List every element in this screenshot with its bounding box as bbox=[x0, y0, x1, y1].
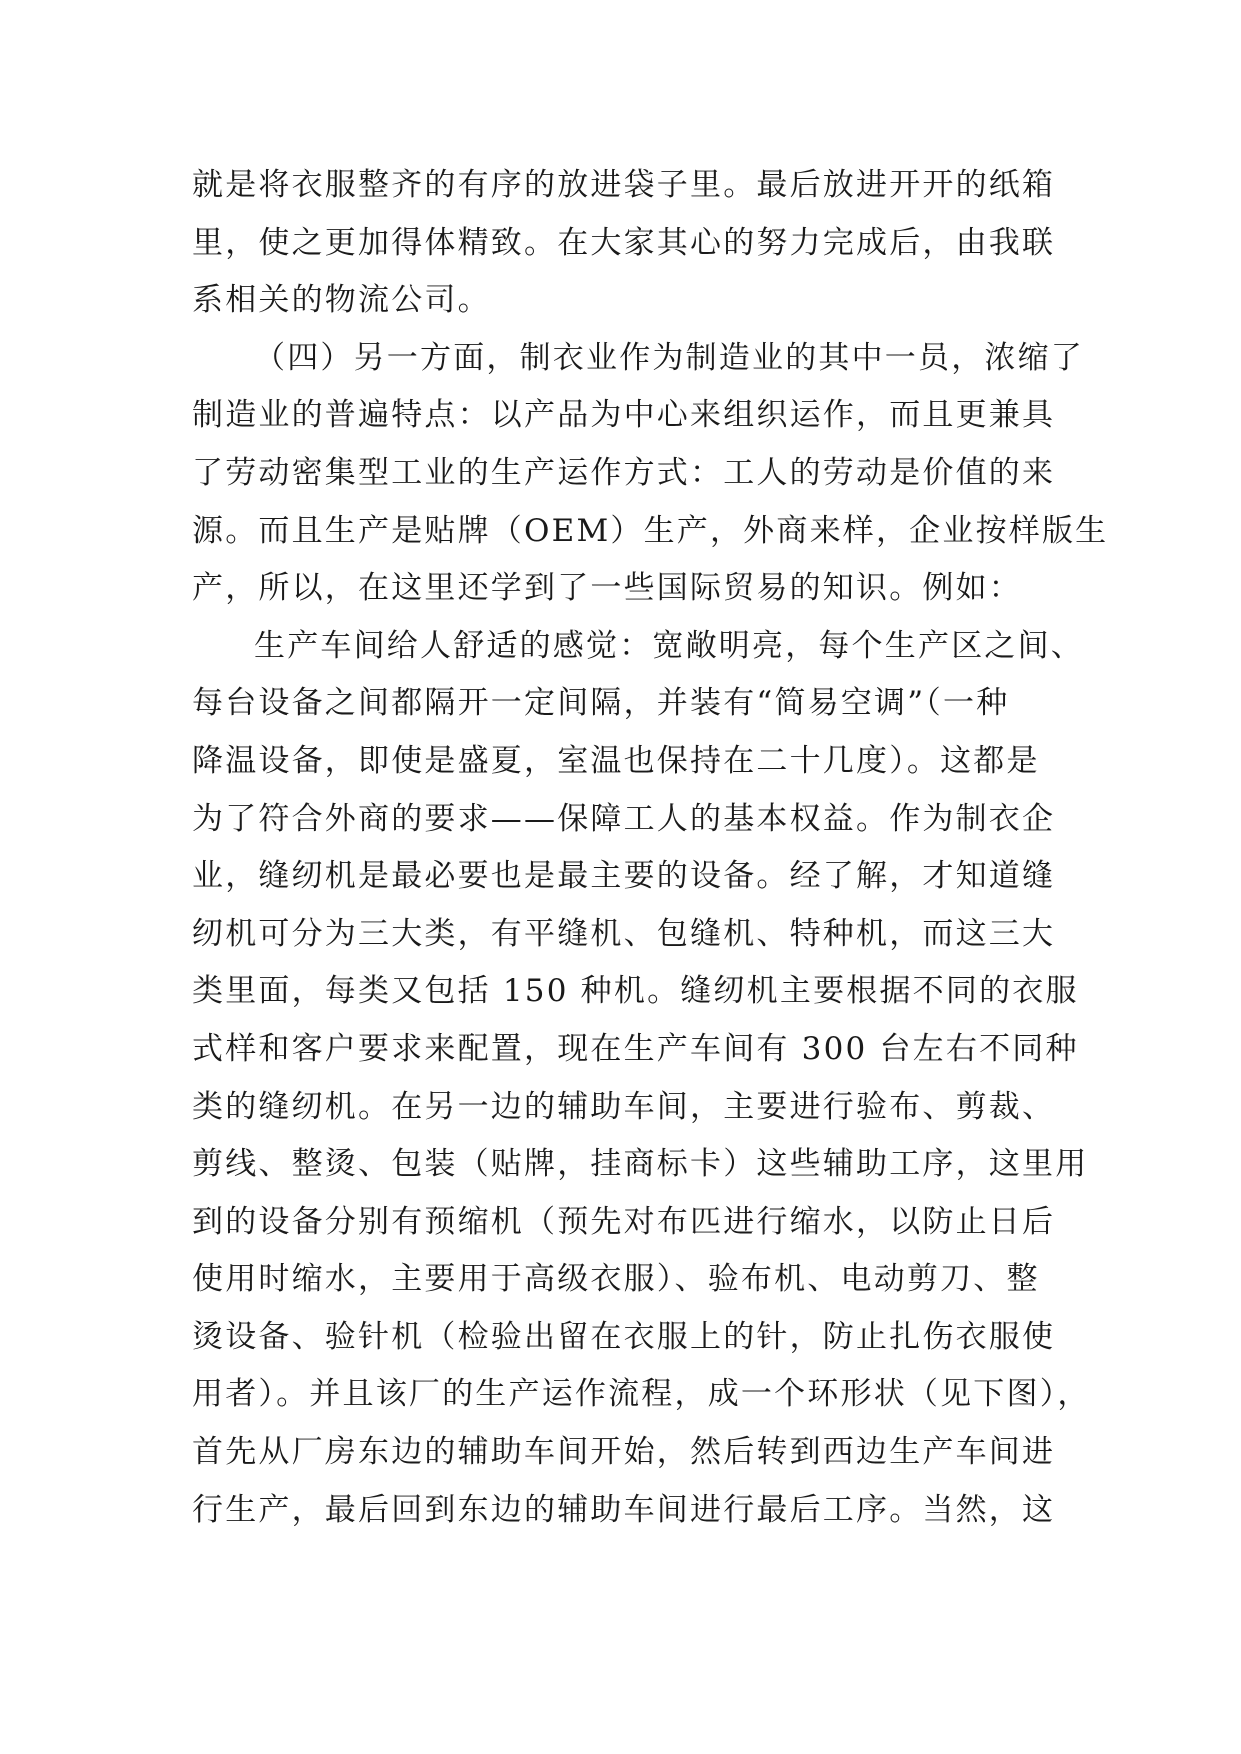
text-line: 生产车间给人舒适的感觉：宽敞明亮，每个生产区之间、 bbox=[254, 627, 1084, 664]
text-line: 式样和客户要求来配置，现在生产车间有 300 台左右不同种 bbox=[192, 1030, 1079, 1067]
text-line: （四）另一方面，制衣业作为制造业的其中一员，浓缩了 bbox=[254, 339, 1084, 376]
text-line: 类的缝纫机。在另一边的辅助车间，主要进行验布、剪裁、 bbox=[192, 1088, 1056, 1125]
text-line: 为了符合外商的要求——保障工人的基本权益。作为制衣企 bbox=[192, 800, 1056, 837]
text-line: 每台设备之间都隔开一定间隔，并装有“简易空调”（一种 bbox=[192, 685, 1010, 722]
text-line: 了劳动密集型工业的生产运作方式：工人的劳动是价值的来 bbox=[192, 454, 1056, 491]
text-line: 降温设备，即使是盛夏，室温也保持在二十几度）。这都是 bbox=[192, 742, 1040, 779]
text-line: 行生产，最后回到东边的辅助车间进行最后工序。当然，这 bbox=[192, 1491, 1056, 1528]
text-line: 纫机可分为三大类，有平缝机、包缝机、特种机，而这三大 bbox=[192, 915, 1056, 952]
text-line: 使用时缩水，主要用于高级衣服）、验布机、电动剪刀、整 bbox=[192, 1261, 1040, 1298]
text-line: 用者）。并且该厂的生产运作流程，成一个环形状（见下图）， bbox=[192, 1376, 1091, 1413]
text-line: 里，使之更加得体精致。在大家其心的努力完成后，由我联 bbox=[192, 224, 1056, 261]
text-line: 系相关的物流公司。 bbox=[192, 282, 491, 319]
text-line: 就是将衣服整齐的有序的放进袋子里。最后放进开开的纸箱 bbox=[192, 167, 1056, 203]
text-line: 烫设备、验针机（检验出留在衣服上的针，防止扎伤衣服使 bbox=[192, 1318, 1056, 1355]
text-line: 产，所以，在这里还学到了一些国际贸易的知识。例如： bbox=[192, 570, 1022, 607]
text-line: 到的设备分别有预缩机（预先对布匹进行缩水，以防止日后 bbox=[192, 1203, 1056, 1240]
text-line: 类里面，每类又包括 150 种机。缝纫机主要根据不同的衣服 bbox=[192, 973, 1079, 1010]
body-text bbox=[192, 157, 1109, 1539]
text-line: 剪线、整烫、包装（贴牌，挂商标卡）这些辅助工序，这里用 bbox=[192, 1146, 1089, 1183]
text-line: 源。而且生产是贴牌（OEM）生产，外商来样，企业按样版生 bbox=[192, 512, 1109, 549]
text-line: 业，缝纫机是最必要也是最主要的设备。经了解，才知道缝 bbox=[192, 858, 1056, 895]
text-line: 首先从厂房东边的辅助车间开始，然后转到西边生产车间进 bbox=[192, 1434, 1056, 1471]
text-line: 制造业的普遍特点：以产品为中心来组织运作，而且更兼具 bbox=[192, 397, 1056, 434]
